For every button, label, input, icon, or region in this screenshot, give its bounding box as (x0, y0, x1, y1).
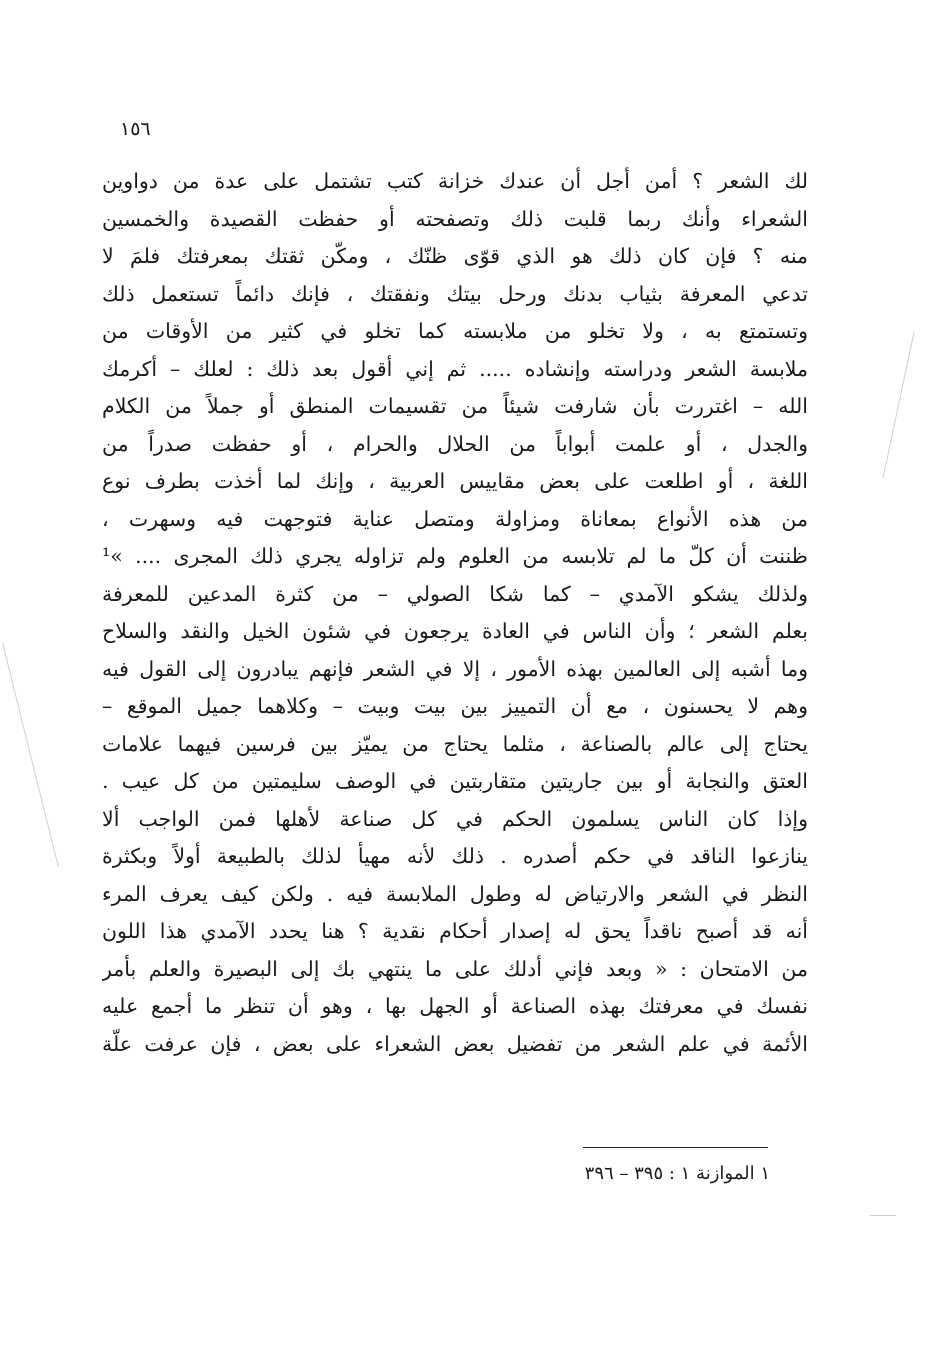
text-line: بعلم الشعر ؛ وأن الناس في العادة يرجعون في شئون الخيل والنقد والسلاح (102, 619, 808, 643)
text-line: وما أشبه إلى العالمين بهذه الأمور ، إلا في الشعر فإنهم يبادرون إلى القول فيه (102, 656, 808, 681)
text-line: ينازعوا الناقد في حكم أصدره . ذلك لأنه مهيأ لذلك بالطبيعة أولاً وبكثرة (102, 844, 808, 868)
text-line: أنه قد أصبح ناقداً يحق له إصدار أحكام نقدية ؟ هنا يحدد الآمدي هذا اللون (102, 919, 808, 943)
text-line: الأئمة في علم الشعر من تفضيل بعض الشعراء على بعض ، فإن عرفت علّة (102, 1031, 808, 1056)
margin-pencil-mark (870, 1215, 896, 1216)
footnote: ١ الموازنة ١ : ٣٩٥ – ٣٩٦ (584, 1163, 770, 1184)
text-line: من الامتحان : « وبعد فإني أدلك على ما ينتهي بك إلى البصيرة والعلم بأمر (102, 956, 808, 981)
margin-pencil-mark (882, 332, 914, 479)
text-line: نفسك في معرفتك بهذه الصناعة أو الجهل بها ، وهو أن تنظر ما أجمع عليه (102, 994, 808, 1018)
body-text (102, 163, 808, 1063)
text-line: يحتاج إلى عالم بالصناعة ، مثلما يحتاج من يميّز بين فرسين فيهما علامات (102, 731, 808, 756)
text-line: منه ؟ فإن كان ذلك هو الذي قوّى ظنّك ، ومكّن ثقتك بمعرفتك فلمَ لا (102, 244, 808, 268)
text-line: من هذه الأنواع بمعاناة ومزاولة ومتصل عناية فتوجهت فيه وسهرت ، (102, 506, 808, 531)
margin-pencil-mark (2, 643, 59, 866)
text-line: وإذا كان الناس يسلمون الحكم في كل صناعة لأهلها فمن الواجب ألا (102, 806, 808, 831)
footnote-divider (583, 1147, 768, 1148)
text-line: اللغة ، أو اطلعت على بعض مقاييس العربية ، وإنك لما أخذت بطرف نوع (102, 469, 808, 493)
text-line: الله – اغتررت بأن شارفت شيئاً من تقسيمات المنطق أو جملاً من الكلام (102, 394, 808, 418)
text-line: والجدل ، أو علمت أبواباً من الحلال والحرام ، أو حفظت صدراً من (102, 431, 808, 456)
text-line: ولذلك يشكو الآمدي – كما شكا الصولي – من كثرة المدعين للمعرفة (102, 581, 808, 606)
text-line: لك الشعر ؟ أمن أجل أن عندك خزانة كتب تشتمل على عدة من دواوين (102, 169, 808, 193)
text-line: ملابسة الشعر ودراسته وإنشاده ..... ثم إني أقول بعد ذلك : لعلك – أكرمك (102, 356, 808, 381)
page-number: ١٥٦ (120, 118, 151, 140)
text-line: تدعي المعرفة بثياب بدنك ورحل بيتك ونفقتك ، فإنك دائماً تستعمل ذلك (102, 281, 808, 306)
text-line: وهم لا يحسنون ، مع أن التمييز بين بيت وبيت – وكلاهما جميل الموقع – (102, 694, 808, 718)
text-line: وتستمتع به ، ولا تخلو من ملابسته كما تخلو في كثير من الأوقات من (102, 319, 808, 343)
text-line: ظننت أن كلّ ما لم تلابسه من العلوم ولم تزاوله يجري ذلك المجرى .... »¹ (102, 544, 808, 568)
text-line: النظر في الشعر والارتياض له وطول الملابسة فيه . ولكن كيف يعرف المرء (102, 881, 808, 906)
text-line: الشعراء وأنك ربما قلبت ذلك وتصفحته أو حفظت القصيدة والخمسين (102, 206, 808, 231)
text-line: العتق والنجابة أو بين جاريتين متقاربتين في الوصف سليمتين من كل عيب . (102, 769, 808, 793)
